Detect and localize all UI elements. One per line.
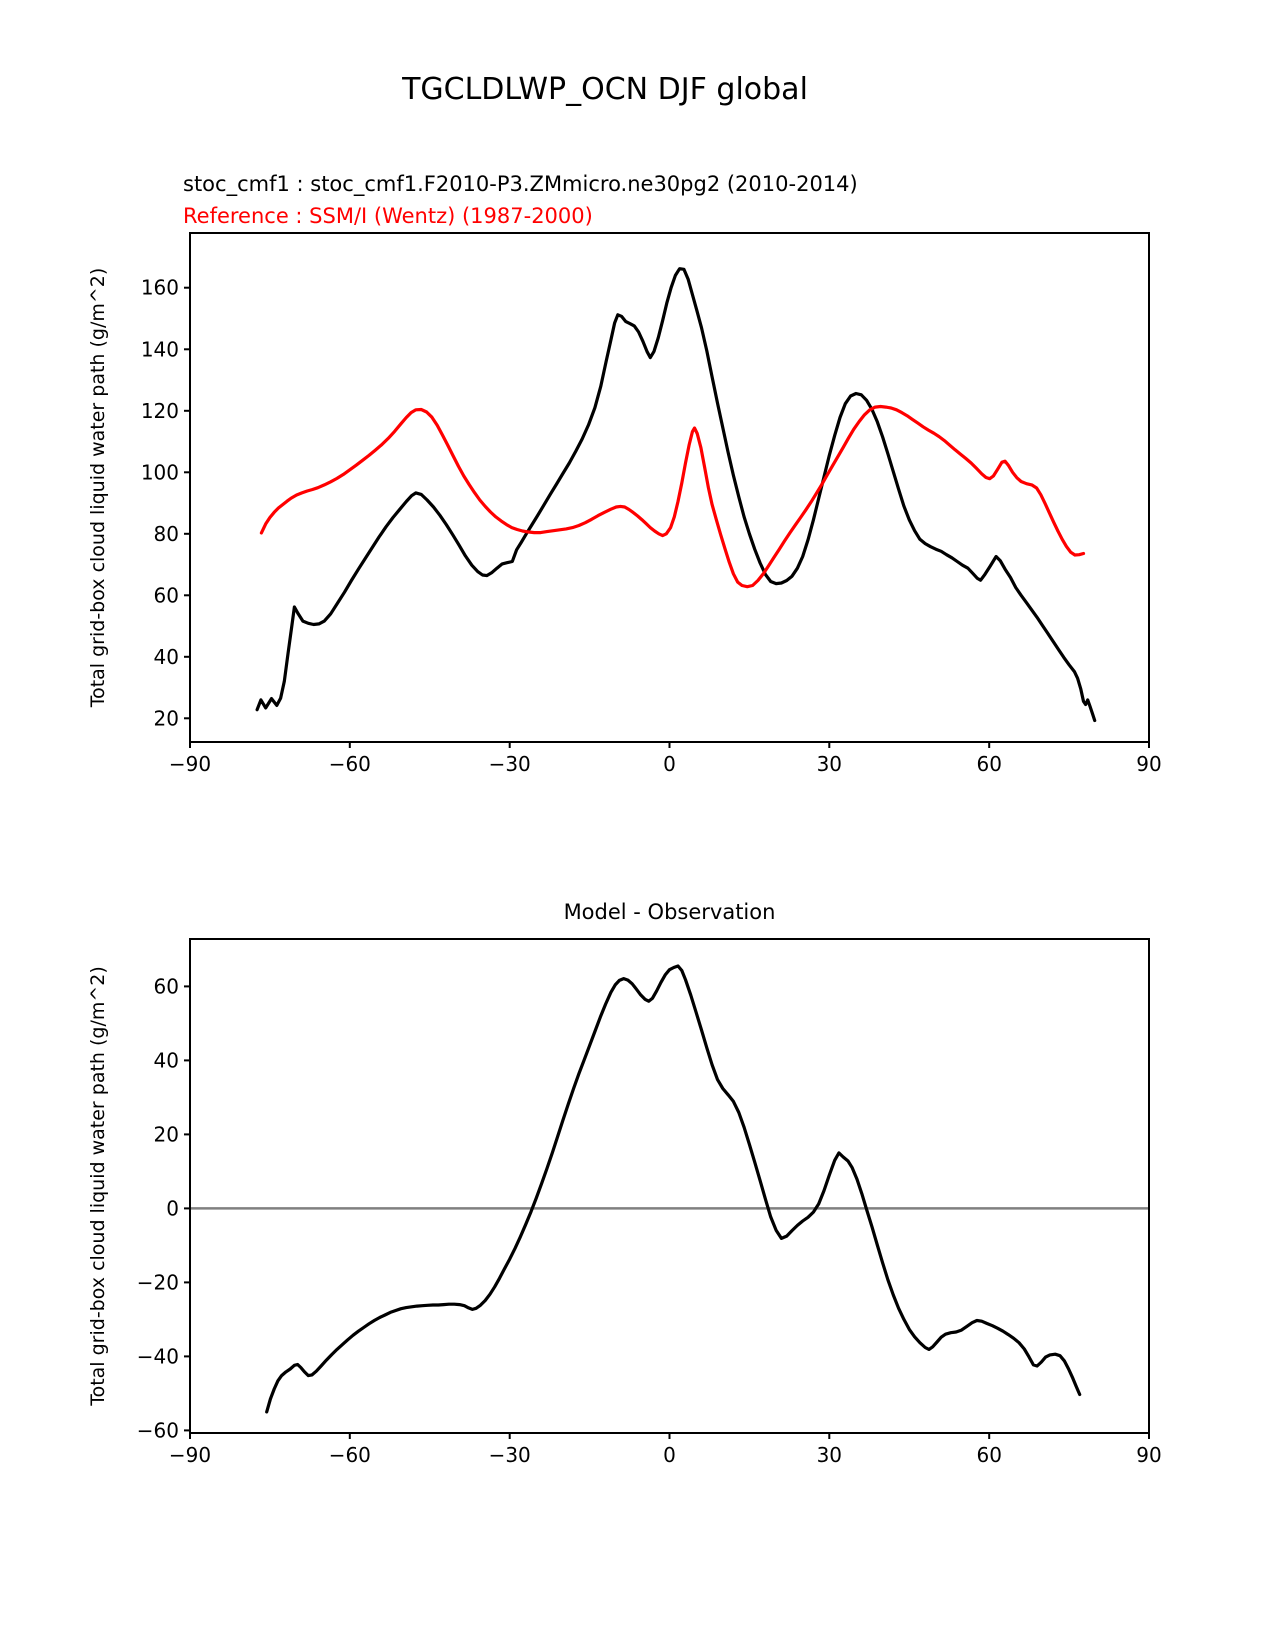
y-tick-label: 80: [153, 521, 179, 546]
x-tick-label: −90: [168, 752, 212, 776]
x-tick-label: 0: [663, 752, 676, 776]
y-tick-label: 40: [153, 644, 179, 669]
x-tick-label: 30: [816, 752, 843, 776]
x-tick-label: 60: [976, 752, 1002, 776]
y-tick-label: 60: [153, 583, 179, 608]
reference-line: [261, 407, 1083, 587]
top-plot: [87, 233, 1162, 776]
y-tick-label: 120: [140, 398, 179, 423]
x-tick-label: −30: [488, 1443, 531, 1467]
plot-frame: [190, 939, 1149, 1433]
diff-plot-title: Model - Observation: [563, 900, 776, 924]
model-line: [257, 269, 1095, 721]
y-tick-label: 20: [153, 1122, 179, 1147]
y-tick-label: 20: [153, 706, 179, 731]
y-tick-label: 60: [153, 974, 179, 999]
diff-plot: [87, 939, 1162, 1467]
x-tick-label: 90: [1136, 752, 1162, 776]
y-tick-label: 100: [140, 460, 179, 485]
x-tick-label: −60: [328, 752, 371, 776]
x-tick-label: 30: [816, 1443, 843, 1467]
x-tick-label: 90: [1136, 1443, 1162, 1467]
legend-model-label: stoc_cmf1 : stoc_cmf1.F2010-P3.ZMmicro.ne30pg2 (2010-2014): [183, 172, 858, 196]
x-tick-label: 60: [976, 1443, 1002, 1467]
x-tick-label: 0: [663, 1443, 676, 1467]
legend-reference-label: Reference : SSM/I (Wentz) (1987-2000): [183, 204, 593, 228]
plot-frame: [190, 233, 1149, 742]
y-tick-label: 140: [140, 337, 179, 362]
y-tick-label: −40: [136, 1344, 179, 1369]
y-tick-label: 0: [166, 1196, 179, 1221]
y-axis-label: Total grid-box cloud liquid water path (g/m^2): [87, 267, 109, 708]
y-tick-label: 40: [153, 1048, 179, 1073]
y-tick-label: 160: [140, 275, 179, 300]
page-title: TGCLDLWP_OCN DJF global: [402, 72, 808, 107]
y-axis-label: Total grid-box cloud liquid water path (g/m^2): [87, 966, 109, 1406]
x-tick-label: −30: [488, 752, 531, 776]
x-tick-label: −90: [168, 1443, 212, 1467]
y-tick-label: −60: [136, 1418, 179, 1443]
x-tick-label: −60: [328, 1443, 371, 1467]
diff-line: [267, 966, 1080, 1412]
y-tick-label: −20: [136, 1270, 179, 1295]
